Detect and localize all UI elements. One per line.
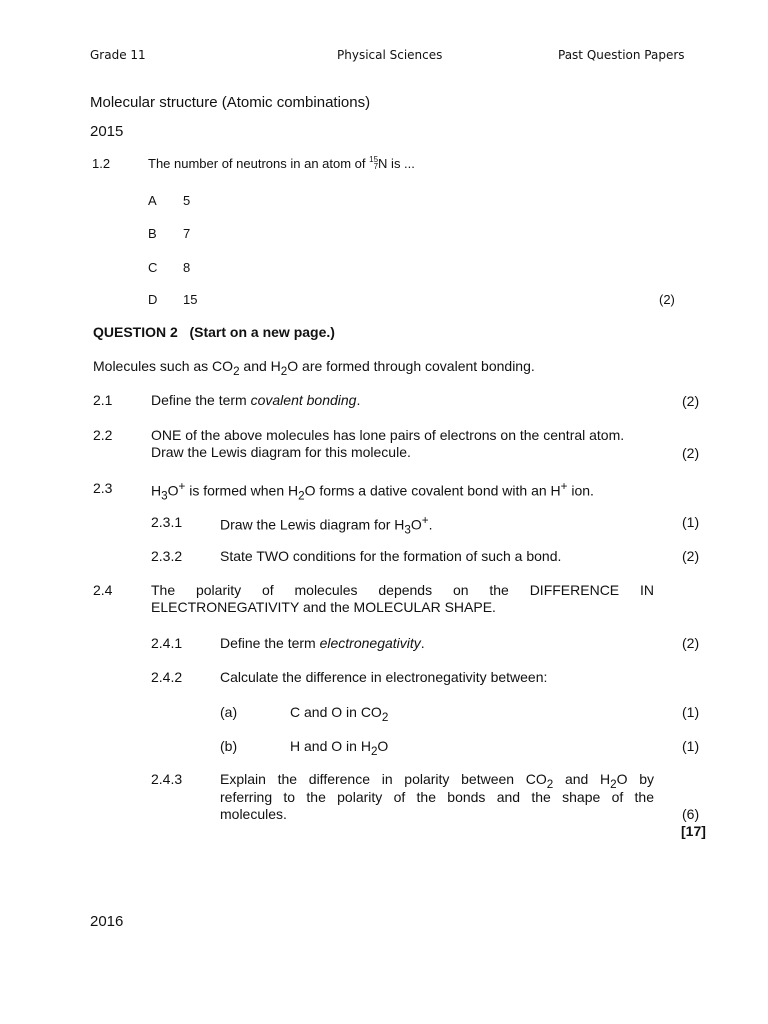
- option-letter-a: A: [148, 193, 157, 208]
- q2-3-1-text: Draw the Lewis diagram for $H_3O^+$.: [220, 514, 433, 537]
- q2-2-marks: (2): [682, 445, 700, 461]
- q2-3-2-number: 2.3.2: [151, 548, 183, 564]
- q1-2-marks: (2): [659, 292, 675, 307]
- q2-4-3-line1: Explain the difference in polarity between $CO_2$ and $H_2O$ by: [220, 771, 655, 791]
- option-letter-d: D: [148, 292, 158, 307]
- q2-4-line2: ELECTRONEGATIVITY and the MOLECULAR SHAPE.: [151, 599, 496, 615]
- q2-3-1-number: 2.3.1: [151, 514, 183, 530]
- option-letter-c: C: [148, 260, 158, 275]
- q2-3-number: 2.3: [93, 480, 113, 496]
- q2-4-2-number: 2.4.2: [151, 669, 183, 685]
- option-value-a: 5: [183, 193, 191, 208]
- q2-1-number: 2.1: [93, 392, 113, 408]
- q1-2-stem: The number of neutrons in an atom of 15 7 N is ...: [148, 155, 415, 171]
- year-2016-heading: 2016: [90, 913, 124, 930]
- q2-2-line1: ONE of the above molecules has lone pairs of electrons on the central atom.: [151, 427, 625, 443]
- q2-3-2-marks: (2): [682, 548, 700, 564]
- topic-heading: Molecular structure (Atomic combinations): [90, 94, 371, 111]
- option-value-b: 7: [183, 226, 191, 241]
- question-2-total: [17]: [681, 823, 706, 839]
- q2-4-3-line3: molecules.: [220, 806, 287, 822]
- q2-4-1-number: 2.4.1: [151, 635, 183, 651]
- q2-4-3-number: 2.4.3: [151, 771, 183, 787]
- q2-3-text: $H_3O^+$ is formed when $H_2O$ forms a dative covalent bond with an H+ ion.: [151, 480, 594, 503]
- q2-4-3-line2: referring to the polarity of the bonds and the shape of the: [220, 789, 654, 805]
- q2-4-2-a-marks: (1): [682, 704, 700, 720]
- q2-4-2-b-marks: (1): [682, 738, 700, 754]
- q2-4-2-a-text: C and O in $CO_2$: [290, 704, 389, 724]
- q2-1-text: Define the term covalent bonding.: [151, 392, 361, 408]
- q2-4-line1: The polarity of molecules depends on the DIFFERENCE IN: [151, 582, 654, 598]
- header-papers: Past Question Papers: [558, 48, 685, 62]
- q2-3-1-marks: (1): [682, 514, 700, 530]
- year-2015-heading: 2015: [90, 123, 124, 140]
- question-2-title: QUESTION 2 (Start on a new page.): [93, 324, 335, 340]
- q2-3-2-text: State TWO conditions for the formation of such a bond.: [220, 548, 562, 564]
- q2-4-number: 2.4: [93, 582, 113, 598]
- q2-4-2-a-label: (a): [220, 704, 238, 720]
- option-value-d: 15: [183, 292, 198, 307]
- q2-1-marks: (2): [682, 393, 700, 409]
- q2-4-2-text: Calculate the difference in electronegativity between:: [220, 669, 548, 685]
- nuclide-notation: 15 7: [369, 155, 379, 171]
- q2-4-2-b-text: H and O in $H_2O$: [290, 738, 389, 758]
- header-grade: Grade 11: [90, 48, 146, 62]
- option-letter-b: B: [148, 226, 157, 241]
- option-value-c: 8: [183, 260, 191, 275]
- q2-4-1-text: Define the term electronegativity.: [220, 635, 425, 651]
- q2-2-number: 2.2: [93, 427, 113, 443]
- question-2-intro: Molecules such as $CO_2$ and $H_2O$ are formed through covalent bonding.: [93, 358, 535, 378]
- q2-2-line2: Draw the Lewis diagram for this molecule.: [151, 444, 411, 460]
- q2-4-3-marks: (6): [682, 806, 700, 822]
- q2-4-2-b-label: (b): [220, 738, 238, 754]
- header-subject: Physical Sciences: [337, 48, 443, 62]
- q1-2-number: 1.2: [92, 156, 111, 171]
- q2-4-1-marks: (2): [682, 635, 700, 651]
